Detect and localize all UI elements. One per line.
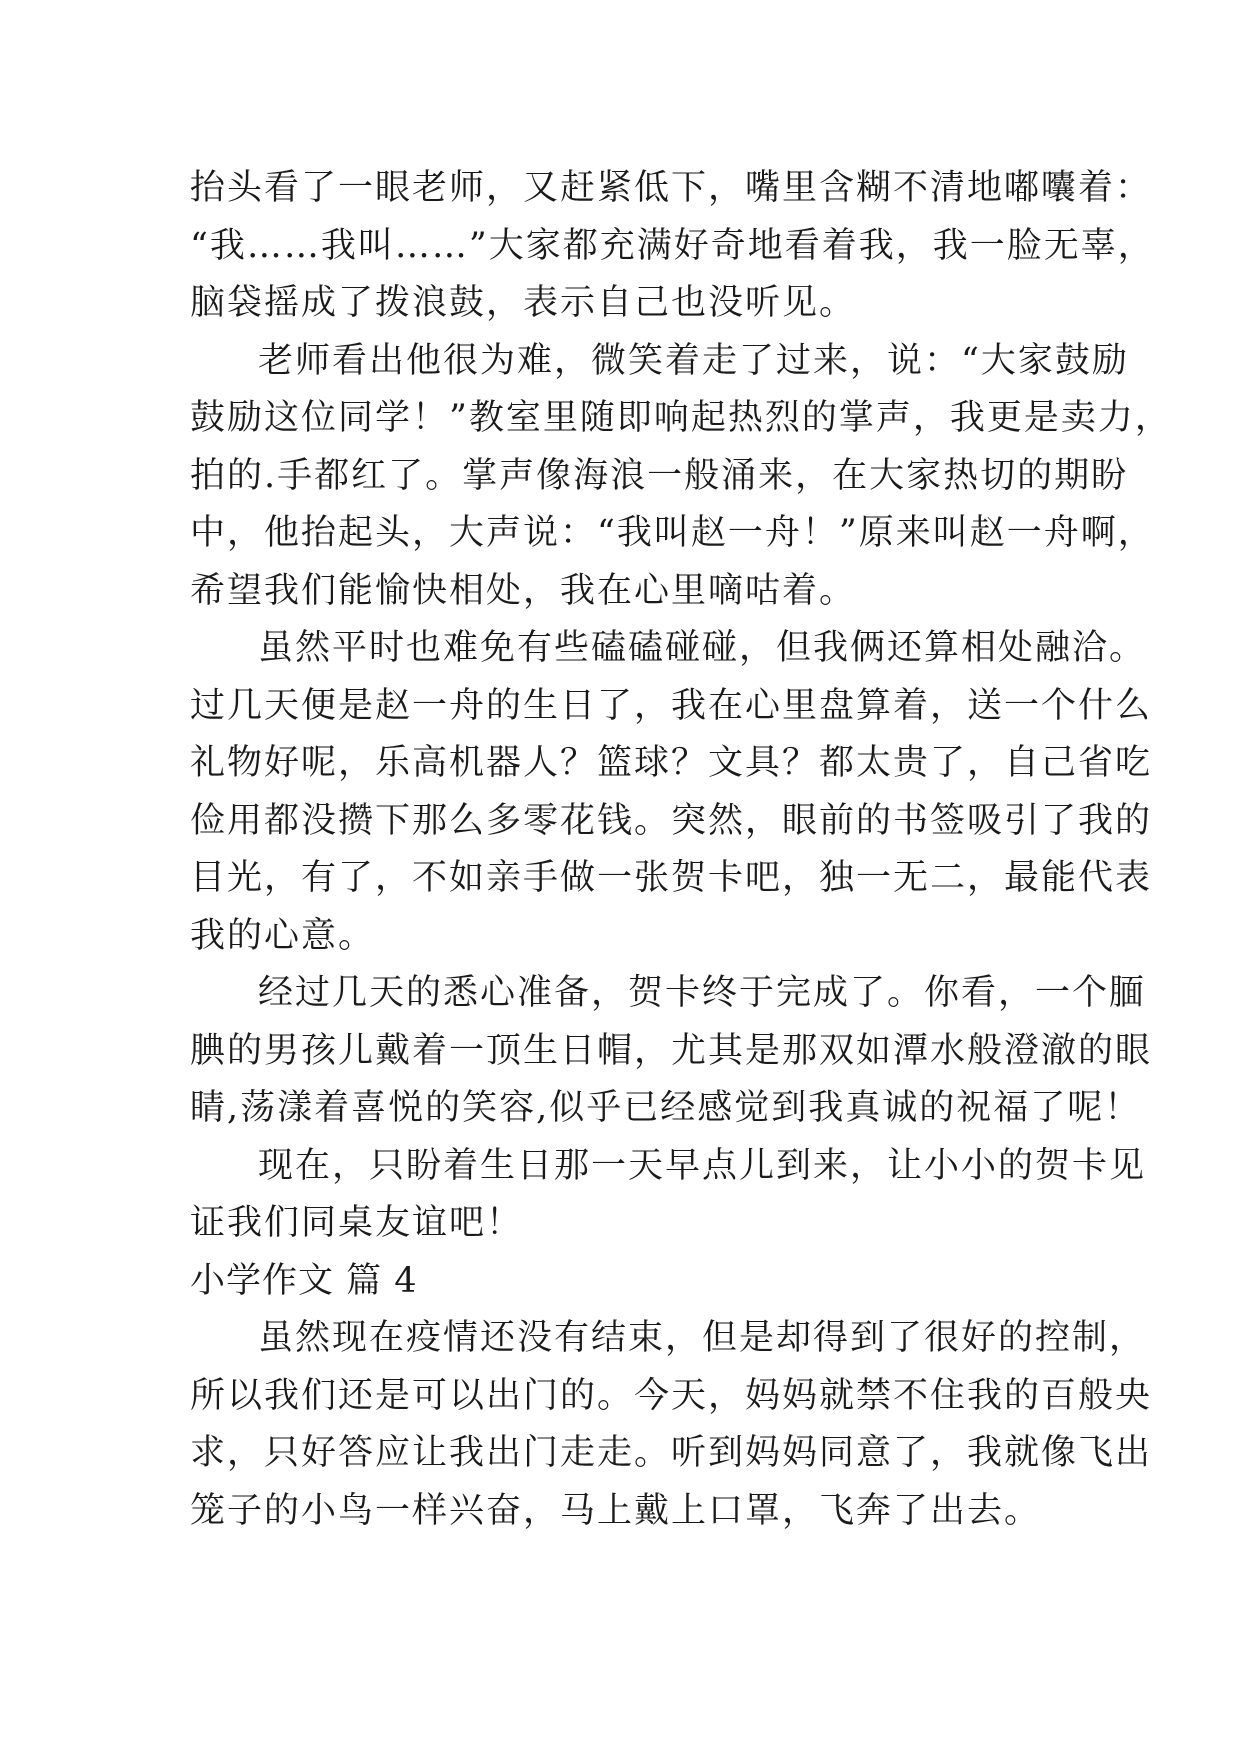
paragraph-start-line: 老师看出他很为难，微笑着走了过来，说：“大家鼓励	[258, 340, 1129, 381]
text-line: 证我们同桌友谊吧！	[190, 1203, 524, 1243]
paragraph-start-line: 现在，只盼着生日那一天早点儿到来，让小小的贺卡见	[258, 1145, 1147, 1186]
text-line: 睛,荡漾着喜悦的笑容,似乎已经感觉到我真诚的祝福了呢！	[190, 1088, 1142, 1128]
essay-body	[190, 160, 1172, 1540]
text-line: 我的心意。	[190, 915, 376, 956]
paragraph-start-line: 虽然平时也难免有些磕磕碰碰，但我俩还算相处融洽。	[258, 628, 1147, 668]
text-line: 笼子的小鸟一样兴奋，马上戴上口罩，飞奔了出去。	[190, 1490, 1042, 1531]
text-line: 抬头看了一眼老师，又赶紧低下，嘴里含糊不清地嘟囔着：	[190, 168, 1153, 208]
text-line: 过几天便是赵一舟的生日了，我在心里盘算着，送一个什么	[190, 685, 1153, 726]
text-line: 中，他抬起头，大声说：“我叫赵一舟！”原来叫赵一舟啊，	[190, 513, 1155, 553]
text-line: 脑袋摇成了拨浪鼓，表示自己也没听见。	[190, 283, 857, 323]
text-line: 希望我们能愉快相处，我在心里嘀咕着。	[190, 570, 857, 611]
text-line: “我……我叫……”大家都充满好奇地看着我，我一脸无辜，	[190, 225, 1155, 266]
text-line: 礼物好呢，乐高机器人？篮球？文具？都太贵了，自己省吃	[190, 743, 1153, 783]
text-line: 求，只好答应让我出门走走。听到妈妈同意了，我就像飞出	[190, 1433, 1153, 1473]
text-line: 腆的男孩儿戴着一顶生日帽，尤其是那双如潭水般澄澈的眼	[190, 1030, 1153, 1071]
text-line: 俭用都没攒下那么多零花钱。突然，眼前的书签吸引了我的	[190, 800, 1153, 841]
text-line: 鼓励这位同学！”教室里随即响起热烈的掌声，我更是卖力，	[190, 398, 1172, 438]
text-line: 拍的.手都红了。掌声像海浪一般涌来，在大家热切的期盼	[190, 455, 1129, 496]
paragraph-start-line: 虽然现在疫情还没有结束，但是却得到了很好的控制，	[258, 1318, 1147, 1358]
text-line: 所以我们还是可以出门的。今天，妈妈就禁不住我的百般央	[190, 1375, 1153, 1416]
text-line: 目光，有了，不如亲手做一张贺卡吧，独一无二，最能代表	[190, 858, 1153, 898]
section-heading: 小学作文 篇 4	[190, 1260, 418, 1301]
paragraph-start-line: 经过几天的悉心准备，贺卡终于完成了。你看，一个腼	[258, 973, 1147, 1013]
